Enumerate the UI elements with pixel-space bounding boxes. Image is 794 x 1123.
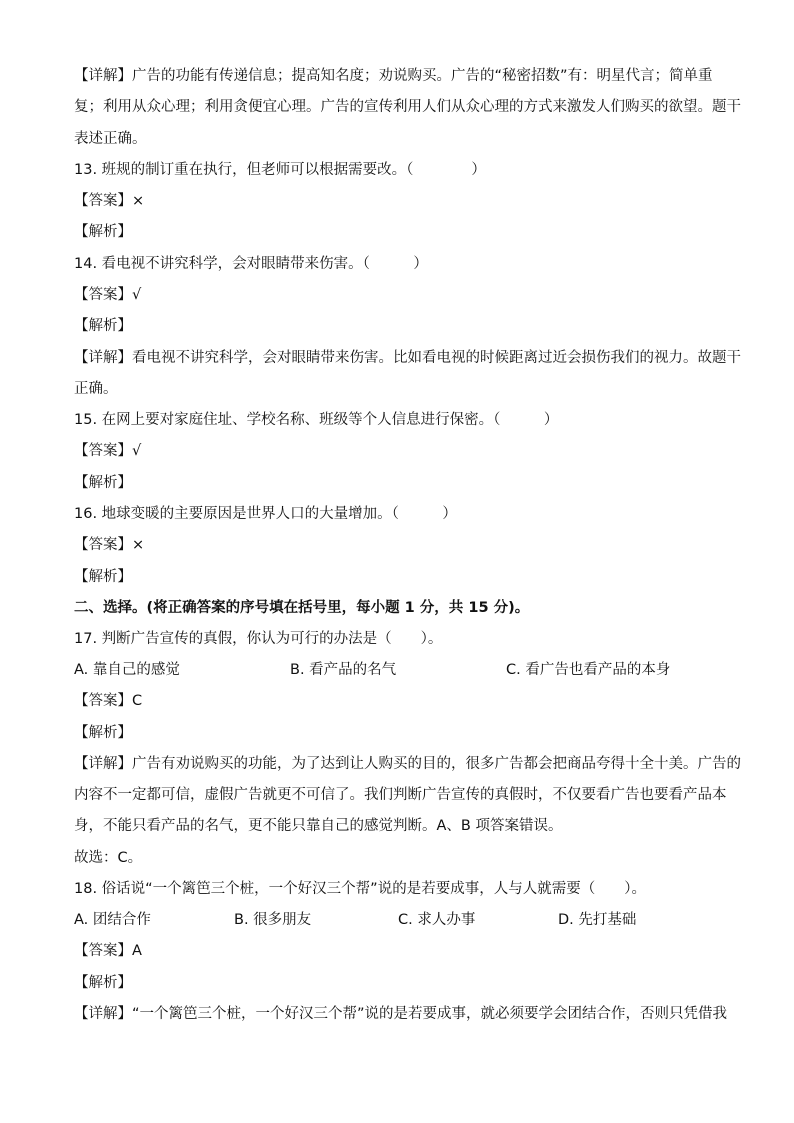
- q17-detail-line-2: 内容不一定都可信，虚假广告就更不可信了。我们判断广告宣传的真假时，不仅要看广告也要看产品本: [74, 787, 727, 803]
- q18-option-b: B. 很多朋友: [234, 912, 312, 928]
- q18-option-c: C. 求人办事: [398, 912, 476, 928]
- q12-detail-line-1: 【详解】广告的功能有传递信息；提高知名度；劝说购买。广告的“秘密招数”有：明星代言；简单重: [74, 68, 713, 84]
- q17-question: 17. 判断广告宣传的真假，你认为可行的办法是（ ）。: [74, 631, 443, 647]
- q16-question: 16. 地球变暖的主要原因是世界人口的大量增加。（ ）: [74, 506, 457, 522]
- q15-question: 15. 在网上要对家庭住址、学校名称、班级等个人信息进行保密。（ ）: [74, 412, 559, 428]
- section-two-heading: 二、选择。(将正确答案的序号填在括号里，每小题 1 分，共 15 分)。: [74, 600, 530, 616]
- q13-question: 13. 班规的制订重在执行，但老师可以根据需要改。（ ）: [74, 162, 486, 178]
- q18-question: 18. 俗话说“一个篱笆三个桩，一个好汉三个帮”说的是若要成事，人与人就需要（ ）。: [74, 881, 646, 897]
- q18-answer: 【答案】A: [74, 943, 142, 959]
- q17-analysis-label: 【解析】: [74, 725, 132, 741]
- q13-analysis-label: 【解析】: [74, 224, 132, 240]
- q15-analysis-label: 【解析】: [74, 475, 132, 491]
- q18-option-a: A. 团结合作: [74, 912, 151, 928]
- q15-answer: 【答案】√: [74, 443, 142, 459]
- q17-detail-line-1: 【详解】广告有劝说购买的功能，为了达到让人购买的目的，很多广告都会把商品夸得十全十美。广告的: [74, 756, 741, 772]
- q18-detail-line-1: 【详解】“一个篱笆三个桩，一个好汉三个帮”说的是若要成事，就必须要学会团结合作，否则只凭借我: [74, 1006, 728, 1022]
- q17-option-c: C. 看广告也看产品的本身: [506, 662, 671, 678]
- q16-answer: 【答案】×: [74, 537, 145, 553]
- q18-analysis-label: 【解析】: [74, 975, 132, 991]
- q17-detail-line-3: 身，不能只看产品的名气，更不能只靠自己的感觉判断。A、B 项答案错误。: [74, 818, 563, 834]
- q17-conclusion: 故选：C。: [74, 850, 143, 866]
- q17-option-b: B. 看产品的名气: [290, 662, 397, 678]
- q13-answer: 【答案】×: [74, 193, 145, 209]
- q14-answer: 【答案】√: [74, 287, 142, 303]
- q14-question: 14. 看电视不讲究科学，会对眼睛带来伤害。（ ）: [74, 256, 428, 272]
- q12-detail-line-2: 复；利用从众心理；利用贪便宜心理。广告的宣传利用人们从众心理的方式来激发人们购买的欲望。题干: [74, 99, 741, 115]
- q17-option-a: A. 靠自己的感觉: [74, 662, 180, 678]
- q14-detail-line-1: 【详解】看电视不讲究科学，会对眼睛带来伤害。比如看电视的时候距离过近会损伤我们的视力。故题干: [74, 350, 741, 366]
- q16-analysis-label: 【解析】: [74, 569, 132, 585]
- q14-detail-line-2: 正确。: [74, 381, 118, 397]
- q18-option-d: D. 先打基础: [558, 912, 637, 928]
- q14-analysis-label: 【解析】: [74, 318, 132, 334]
- q12-detail-line-3: 表述正确。: [74, 131, 147, 147]
- q17-answer: 【答案】C: [74, 693, 143, 709]
